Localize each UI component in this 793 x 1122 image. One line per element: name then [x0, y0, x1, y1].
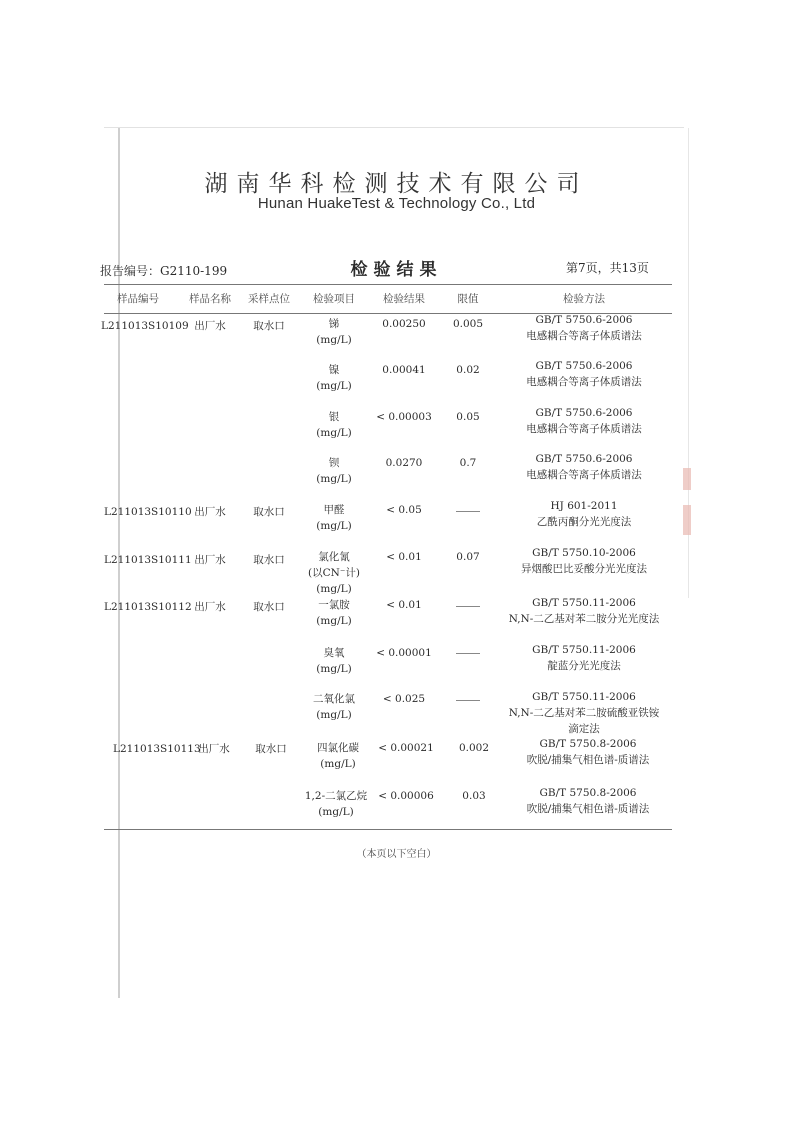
column-header-test-item: 检验项目 — [313, 293, 355, 305]
cell-result: < 0.01 — [386, 551, 422, 563]
cell-sampling-point: 取水口 — [253, 320, 285, 332]
cell-method: GB/T 5750.6-2006 — [535, 360, 633, 372]
cell-limit: 0.002 — [458, 742, 490, 754]
cell-sample-name: 出厂水 — [194, 554, 226, 566]
cell-method-detail: 乙酰丙酮分光光度法 — [536, 516, 632, 528]
cell-method: GB/T 5750.6-2006 — [535, 453, 633, 465]
cell-unit: (mg/L) — [316, 615, 352, 627]
cell-result: < 0.01 — [386, 599, 422, 611]
cell-method: GB/T 5750.10-2006 — [532, 547, 636, 559]
page-edge-top — [104, 127, 684, 128]
cell-sampling-point: 取水口 — [253, 506, 285, 518]
cell-result: < 0.00003 — [376, 411, 432, 423]
cell-result: < 0.00021 — [378, 742, 434, 754]
cell-sample-id: L211013S10112 — [104, 601, 192, 613]
cell-method: GB/T 5750.11-2006 — [532, 597, 636, 609]
cell-limit: 0.02 — [456, 364, 480, 376]
page-info: 第7页，共13页 — [566, 261, 649, 275]
cell-result: 0.0270 — [385, 457, 423, 469]
cell-unit: (mg/L) — [316, 380, 352, 392]
cell-unit: (mg/L) — [320, 758, 356, 770]
cell-method: GB/T 5750.6-2006 — [535, 407, 633, 419]
cell-test-item: 氯化氰 — [318, 551, 350, 563]
report-title: 检验结果 — [350, 260, 443, 280]
cell-unit: (mg/L) — [316, 583, 352, 595]
cell-method-detail: 滴定法 — [568, 723, 600, 735]
cell-result: < 0.00001 — [376, 647, 432, 659]
cell-method-detail: 电感耦合等离子体质谱法 — [526, 469, 642, 481]
table-rule-bottom — [104, 829, 672, 830]
cell-unit: (mg/L) — [318, 806, 354, 818]
cell-method-detail: 吹脱/捕集气相色谱-质谱法 — [526, 803, 650, 815]
table-rule-top — [104, 284, 672, 285]
cell-sampling-point: 取水口 — [253, 554, 285, 566]
cell-method-detail: 电感耦合等离子体质谱法 — [526, 376, 642, 388]
cell-method: GB/T 5750.8-2006 — [539, 738, 637, 750]
cell-limit: 0.07 — [456, 551, 480, 563]
cell-test-item: 甲醛 — [323, 504, 345, 516]
report-number: 报告编号：G2110-199 — [100, 264, 228, 278]
cell-method-detail: N,N-二乙基对苯二胺分光光度法 — [508, 613, 660, 625]
red-stamp-fragment — [683, 468, 691, 490]
cell-method-detail: N,N-二乙基对苯二胺硫酸亚铁铵 — [508, 707, 660, 719]
company-name-cn: 湖南华科检测技术有限公司 — [204, 171, 589, 197]
cell-result: 0.00041 — [382, 364, 426, 376]
cell-test-item: 四氯化碳 — [317, 742, 359, 754]
column-header-result: 检验结果 — [383, 293, 425, 305]
cell-method: GB/T 5750.8-2006 — [539, 787, 637, 799]
cell-test-item: 二氧化氯 — [313, 693, 355, 705]
cell-limit-none — [456, 700, 480, 701]
cell-test-item: 镍 — [328, 364, 340, 376]
column-header-sampling-point: 采样点位 — [248, 293, 290, 305]
cell-method: GB/T 5750.6-2006 — [535, 314, 633, 326]
cell-method-detail: 吹脱/捕集气相色谱-质谱法 — [526, 754, 650, 766]
cell-sample-name: 出厂水 — [194, 506, 226, 518]
column-header-sample-id: 样品编号 — [117, 293, 159, 305]
cell-sample-id: L211013S10109 — [101, 320, 189, 332]
cell-test-item: 锑 — [328, 318, 340, 330]
cell-limit-none — [456, 606, 480, 607]
cell-test-item: 银 — [328, 411, 340, 423]
cell-result: 0.00250 — [382, 318, 426, 330]
cell-method-detail: 靛蓝分光光度法 — [547, 660, 621, 672]
blank-below-note: （本页以下空白） — [356, 849, 437, 860]
cell-sample-name: 出厂水 — [194, 320, 226, 332]
cell-method: GB/T 5750.11-2006 — [532, 691, 636, 703]
cell-method: GB/T 5750.11-2006 — [532, 644, 636, 656]
cell-result: < 0.025 — [382, 693, 426, 705]
column-header-limit: 限值 — [457, 293, 479, 305]
cell-test-item: 臭氧 — [323, 647, 345, 659]
cell-unit: (mg/L) — [316, 334, 352, 346]
cell-limit-none — [456, 511, 480, 512]
cell-unit: (mg/L) — [316, 520, 352, 532]
cell-method-detail: 电感耦合等离子体质谱法 — [526, 423, 642, 435]
column-header-method: 检验方法 — [563, 293, 605, 305]
cell-sampling-point: 取水口 — [255, 743, 287, 755]
cell-limit-none — [456, 653, 480, 654]
cell-method-detail: 异烟酸巴比妥酸分光光度法 — [521, 563, 647, 575]
cell-test-item: 1,2-二氯乙烷 — [304, 790, 368, 802]
cell-sample-id: L211013S10111 — [104, 554, 192, 566]
cell-unit: (以CN⁻计) — [308, 567, 360, 579]
cell-limit: 0.03 — [462, 790, 486, 802]
red-stamp-fragment — [683, 505, 691, 535]
cell-limit: 0.005 — [452, 318, 484, 330]
cell-sample-name: 出厂水 — [194, 601, 226, 613]
cell-limit: 0.05 — [456, 411, 480, 423]
cell-unit: (mg/L) — [316, 427, 352, 439]
cell-test-item: 钡 — [328, 457, 340, 469]
cell-method: HJ 601-2011 — [550, 500, 618, 512]
column-header-sample-name: 样品名称 — [189, 293, 231, 305]
cell-method-detail: 电感耦合等离子体质谱法 — [526, 330, 642, 342]
cell-sample-name: 出厂水 — [198, 743, 230, 755]
cell-unit: (mg/L) — [316, 709, 352, 721]
company-name-en: Hunan HuakeTest & Technology Co., Ltd — [257, 195, 536, 212]
cell-unit: (mg/L) — [316, 473, 352, 485]
cell-result: < 0.05 — [386, 504, 422, 516]
cell-test-item: 一氯胺 — [318, 599, 350, 611]
cell-sample-id: L211013S10113 — [113, 743, 201, 755]
cell-result: < 0.00006 — [378, 790, 434, 802]
cell-limit: 0.7 — [459, 457, 477, 469]
cell-sampling-point: 取水口 — [253, 601, 285, 613]
cell-sample-id: L211013S10110 — [104, 506, 192, 518]
cell-unit: (mg/L) — [316, 663, 352, 675]
